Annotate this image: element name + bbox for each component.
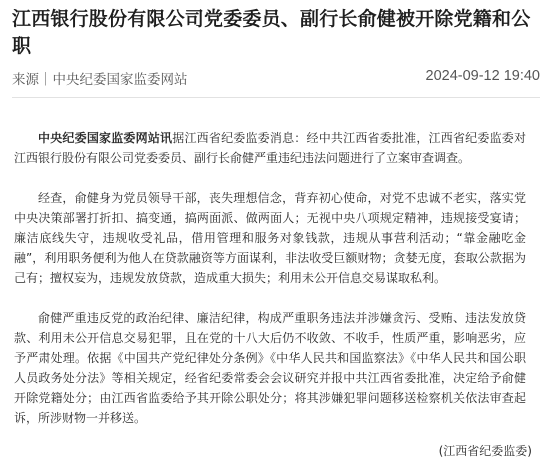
article-paragraph — [14, 128, 526, 168]
lead-label: 中央纪委国家监委网站讯 — [38, 131, 173, 145]
article-title: 江西银行股份有限公司党委委员、副行长俞健被开除党籍和公职 — [12, 8, 531, 57]
meta-divider — [12, 97, 540, 98]
article-source: 来源｜中央纪委国家监委网站 — [12, 72, 188, 88]
article-signature: (江西省纪委监委) — [438, 444, 532, 458]
article-paragraph: 俞健严重违反党的政治纪律、廉洁纪律，构成严重职务违法并涉嫌贪污、受贿、违法发放贷款、利用未公开信息交易犯罪，且在党的十八大后仍不收敛、不收手，性质严重，影响恶劣，应予严肃处理。依据《中国共产党纪律处分条例》《中华人民共和国监察法》《中华人民共和国公职人员政务处分法》等相关规定，经省纪委常委会会议研究并报中共江西省委批准，决定给予俞健开除党籍处分；由江西省监委给予其开除公职处分；将其涉嫌犯罪问题移送检察机关依法审查起诉，所涉财物一并移送。 — [14, 311, 526, 425]
article-body — [14, 128, 526, 448]
article-datetime: 2024-09-12 19:40 — [425, 68, 540, 84]
article-meta — [12, 66, 540, 90]
paragraph-text: 据江西省纪委监委消息：经中共江西省委批准，江西省纪委监委对江西银行股份有限公司党委委员、副行长俞健严重违纪违法问题进行了立案审查调查。 — [14, 131, 526, 165]
article — [12, 0, 546, 458]
article-paragraph: 经查，俞健身为党员领导干部，丧失理想信念，背弃初心使命，对党不忠诚不老实，落实党中央决策部署打折扣、搞变通，搞两面派、做两面人；无视中央八项规定精神，违规接受宴请；廉洁底线失守，违规收受礼品，借用管理和服务对象钱款，违规从事营利活动；“靠金融吃金融”，利用职务便利为他人在贷款融资等方面谋利，非法收受巨额财物；贪婪无度，套取公款据为己有；擅权妄为，违规发放贷款，造成重大损失；利用未公开信息交易谋取私利。 — [14, 191, 526, 285]
